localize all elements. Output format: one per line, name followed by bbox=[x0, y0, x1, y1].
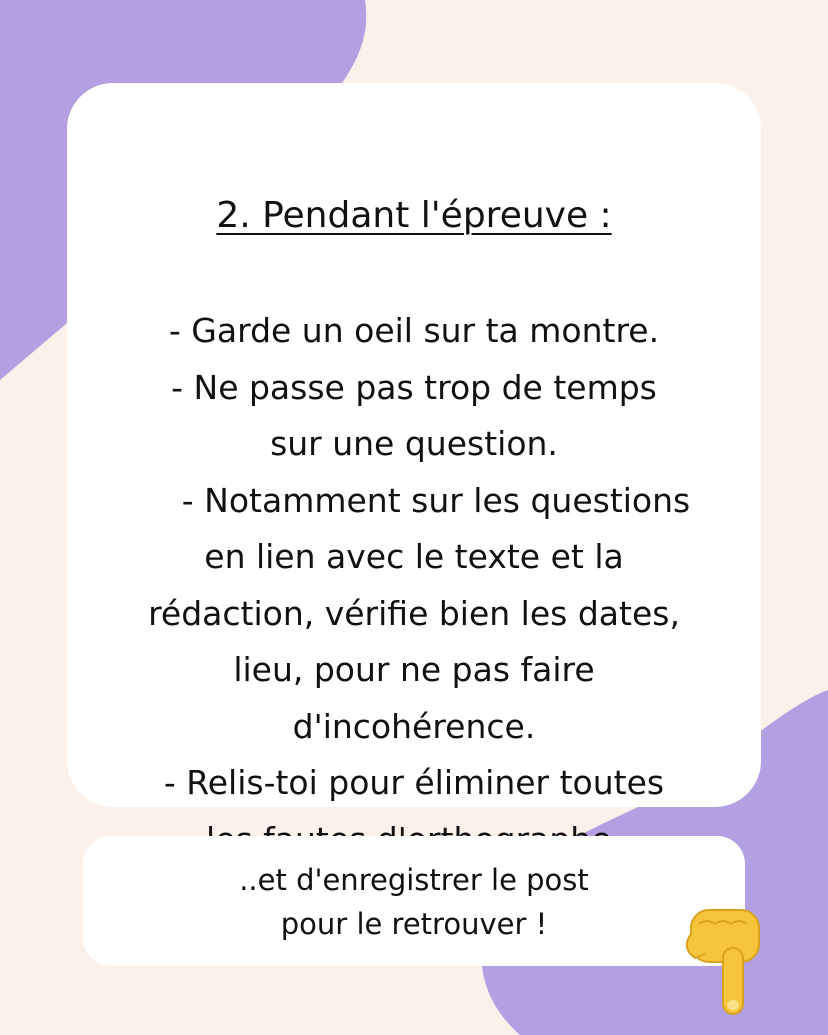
tip-line: d'incohérence. bbox=[292, 706, 536, 746]
tip-line: - Notamment sur les questions bbox=[181, 480, 691, 520]
tip-line: sur une question. bbox=[270, 424, 558, 463]
tips-card bbox=[67, 83, 761, 807]
section-title: 2. Pendant l'épreuve : bbox=[216, 195, 612, 236]
save-post-card bbox=[83, 836, 745, 966]
backhand-index-pointing-down-icon bbox=[683, 904, 767, 1020]
tips-text bbox=[107, 303, 721, 868]
tip-line: - Ne passe pas trop de temps bbox=[171, 367, 657, 407]
cta-line-2: pour le retrouver ! bbox=[280, 907, 548, 941]
tip-line: rédaction, vérifie bien les dates, bbox=[148, 593, 680, 633]
tip-line: lieu, pour ne pas faire bbox=[233, 650, 595, 689]
tip-line: en lien avec le texte et la bbox=[204, 537, 624, 576]
cta-line-1: ..et d'enregistrer le post bbox=[239, 863, 589, 897]
tip-line: - Relis-toi pour éliminer toutes bbox=[163, 763, 665, 802]
tip-line: - Garde un oeil sur ta montre. bbox=[168, 311, 660, 350]
